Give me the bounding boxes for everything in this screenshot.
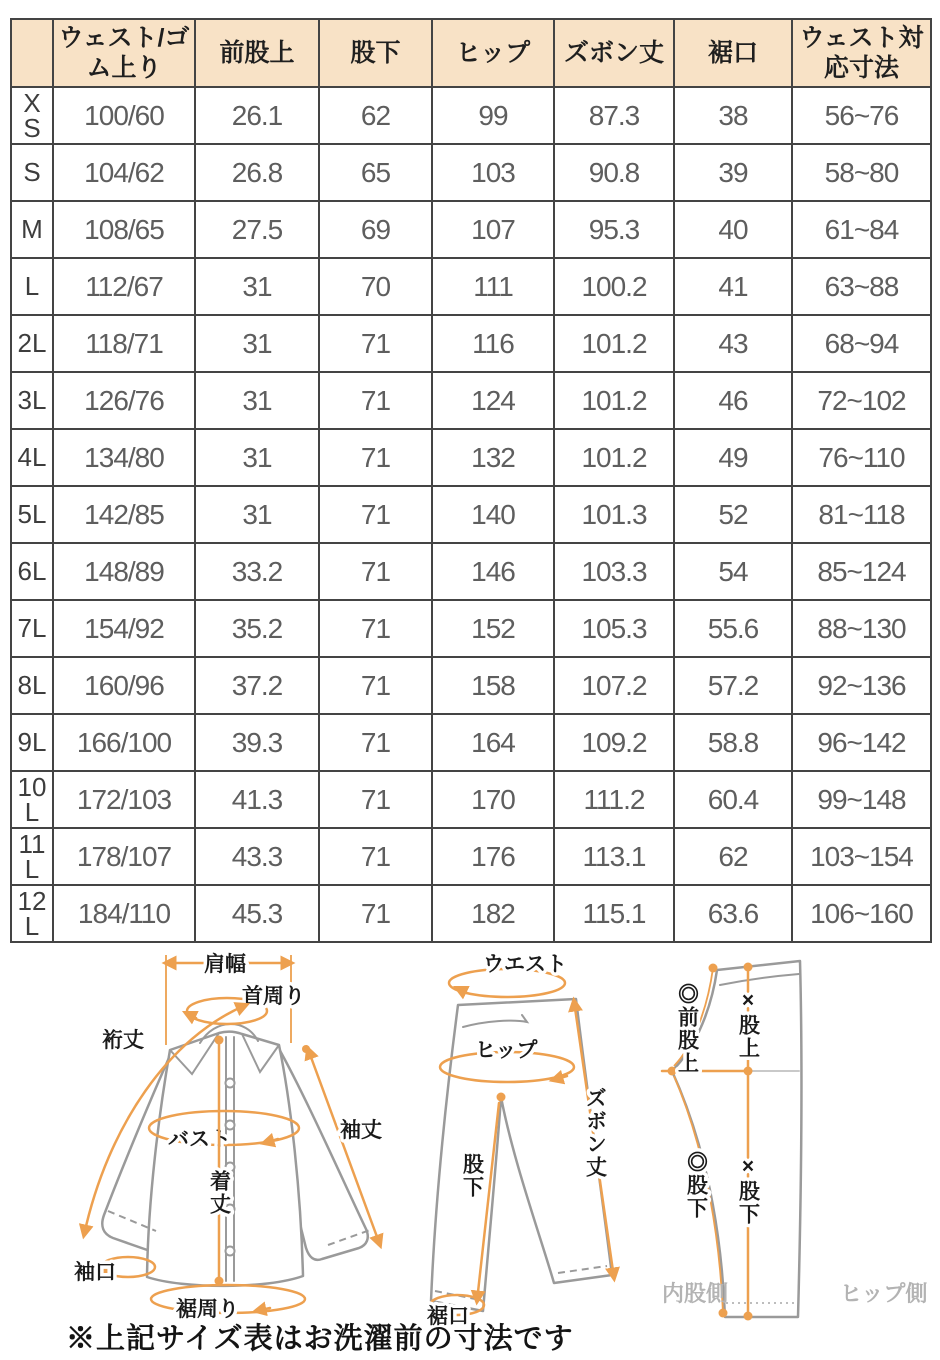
size-label: XS (11, 87, 53, 144)
measurement-cell: 45.3 (195, 885, 319, 942)
pre-wash-note: ※上記サイズ表はお洗濯前の寸法です (66, 1323, 574, 1355)
size-label: 7L (11, 600, 53, 657)
inseam-b-label: ×股下 (736, 1155, 760, 1226)
measurement-cell: 41 (674, 258, 792, 315)
size-label: S (11, 144, 53, 201)
hip-side-label: ヒップ側 (840, 1281, 928, 1306)
measurement-cell: 60.4 (674, 771, 792, 828)
measurement-cell: 172/103 (53, 771, 195, 828)
measurement-cell: 61~84 (792, 201, 931, 258)
column-header: ウェスト対応寸法 (792, 19, 931, 87)
pattern-dot (744, 963, 753, 972)
measurement-cell: 96~142 (792, 714, 931, 771)
measurement-cell: 101.2 (554, 372, 674, 429)
column-header: ウェスト/ゴム上り (53, 19, 195, 87)
shirt-button (226, 1079, 235, 1088)
table-row (11, 258, 931, 315)
table-row (11, 486, 931, 543)
measurement-cell: 62 (674, 828, 792, 885)
size-label: 4L (11, 429, 53, 486)
measurement-cell: 116 (432, 315, 554, 372)
measurement-cell: 158 (432, 657, 554, 714)
pants-pattern-diagram (660, 945, 930, 1360)
measurement-cell: 103~154 (792, 828, 931, 885)
measurement-cell: 108/65 (53, 201, 195, 258)
measurement-cell: 87.3 (554, 87, 674, 144)
measurement-cell: 71 (319, 315, 432, 372)
hip-label: ヒップ (475, 1039, 538, 1062)
neck-label: 首周り (242, 985, 305, 1008)
measurement-cell: 101.2 (554, 429, 674, 486)
shoulder-width-label: 肩幅 (204, 953, 246, 976)
size-table (10, 18, 932, 943)
measurement-cell: 90.8 (554, 144, 674, 201)
inseam-a-label: ◎股下 (684, 1151, 708, 1220)
measurement-cell: 107 (432, 201, 554, 258)
measurement-cell: 115.1 (554, 885, 674, 942)
measurement-cell: 71 (319, 828, 432, 885)
measurement-cell: 43.3 (195, 828, 319, 885)
pants-measurement-diagram (425, 945, 680, 1345)
table-row (11, 657, 931, 714)
size-table-header (11, 19, 931, 87)
measurement-cell: 88~130 (792, 600, 931, 657)
inner-side-label: 内股側 (662, 1281, 729, 1306)
table-row (11, 429, 931, 486)
waist-label: ウエスト (483, 953, 567, 976)
measurement-cell: 100/60 (53, 87, 195, 144)
measurement-cell: 26.1 (195, 87, 319, 144)
measurement-cell: 63.6 (674, 885, 792, 942)
measurement-cell: 31 (195, 372, 319, 429)
measurement-cell: 71 (319, 486, 432, 543)
inseam-top-dot (497, 1093, 506, 1102)
size-label: M (11, 201, 53, 258)
measurement-cell: 99 (432, 87, 554, 144)
shirt-measurement-diagram (20, 945, 425, 1343)
measurement-cell: 31 (195, 258, 319, 315)
size-label: 11L (11, 828, 53, 885)
size-label: L (11, 258, 53, 315)
measurement-cell: 49 (674, 429, 792, 486)
measurement-cell: 107.2 (554, 657, 674, 714)
rise-label: ×股上 (736, 989, 760, 1060)
table-row (11, 543, 931, 600)
measurement-cell: 118/71 (53, 315, 195, 372)
measurement-cell: 63~88 (792, 258, 931, 315)
yuki-length-label: 裄丈 (102, 1029, 144, 1052)
measurement-cell: 92~136 (792, 657, 931, 714)
measurement-cell: 160/96 (53, 657, 195, 714)
pattern-dot (709, 964, 718, 973)
header-row (11, 19, 931, 87)
hem-opening-label: 裾口 (427, 1305, 469, 1328)
measurement-cell: 71 (319, 714, 432, 771)
measurement-cell: 113.1 (554, 828, 674, 885)
measurement-cell: 40 (674, 201, 792, 258)
measurement-cell: 140 (432, 486, 554, 543)
measurement-cell: 76~110 (792, 429, 931, 486)
measurement-cell: 105.3 (554, 600, 674, 657)
measurement-cell: 43 (674, 315, 792, 372)
measurement-cell: 81~118 (792, 486, 931, 543)
size-label: 8L (11, 657, 53, 714)
bust-label: バスト (168, 1128, 231, 1151)
measurement-cell: 101.3 (554, 486, 674, 543)
measurement-cell: 154/92 (53, 600, 195, 657)
measurement-cell: 166/100 (53, 714, 195, 771)
cuff-label: 袖口 (74, 1261, 116, 1284)
measurement-cell: 184/110 (53, 885, 195, 942)
measurement-cell: 142/85 (53, 486, 195, 543)
size-label: 5L (11, 486, 53, 543)
measurement-cell: 31 (195, 315, 319, 372)
measurement-cell: 41.3 (195, 771, 319, 828)
measurement-cell: 57.2 (674, 657, 792, 714)
measurement-cell: 52 (674, 486, 792, 543)
measurement-cell: 132 (432, 429, 554, 486)
measurement-cell: 164 (432, 714, 554, 771)
size-table-body (11, 87, 931, 942)
shirt-button (226, 1247, 235, 1256)
measurement-cell: 103.3 (554, 543, 674, 600)
column-header: 前股上 (195, 19, 319, 87)
measurement-cell: 100.2 (554, 258, 674, 315)
pants-length-label: ズボン丈 (583, 1087, 607, 1179)
sleeve-top-dot (302, 1045, 310, 1053)
front-rise-label: ◎前股上 (675, 983, 699, 1075)
column-header: 裾口 (674, 19, 792, 87)
column-header: 股下 (319, 19, 432, 87)
measurement-cell: 101.2 (554, 315, 674, 372)
measurement-cell: 35.2 (195, 600, 319, 657)
column-header: ヒップ (432, 19, 554, 87)
measurement-cell: 31 (195, 486, 319, 543)
measurement-cell: 178/107 (53, 828, 195, 885)
measurement-cell: 39 (674, 144, 792, 201)
measurement-cell: 146 (432, 543, 554, 600)
size-label: 9L (11, 714, 53, 771)
measurement-cell: 95.3 (554, 201, 674, 258)
measurement-cell: 31 (195, 429, 319, 486)
measurement-cell: 106~160 (792, 885, 931, 942)
table-row (11, 600, 931, 657)
measurement-cell: 99~148 (792, 771, 931, 828)
measurement-cell: 38 (674, 87, 792, 144)
table-row (11, 714, 931, 771)
table-row (11, 828, 931, 885)
measurement-cell: 111.2 (554, 771, 674, 828)
measurement-cell: 176 (432, 828, 554, 885)
pattern-dot (744, 1312, 753, 1321)
table-row (11, 87, 931, 144)
pattern-dot (719, 1309, 728, 1318)
measurement-cell: 65 (319, 144, 432, 201)
measurement-cell: 58~80 (792, 144, 931, 201)
table-row (11, 771, 931, 828)
corner-cell (11, 19, 53, 87)
measurement-cell: 26.8 (195, 144, 319, 201)
measurement-cell: 69 (319, 201, 432, 258)
hem-around-label: 裾周り (176, 1298, 239, 1321)
table-row (11, 201, 931, 258)
measurement-cell: 71 (319, 657, 432, 714)
measurement-cell: 56~76 (792, 87, 931, 144)
table-row (11, 372, 931, 429)
measurement-cell: 58.8 (674, 714, 792, 771)
column-header: ズボン丈 (554, 19, 674, 87)
measurement-cell: 124 (432, 372, 554, 429)
measurement-cell: 71 (319, 600, 432, 657)
measurement-cell: 33.2 (195, 543, 319, 600)
measurement-cell: 37.2 (195, 657, 319, 714)
table-row (11, 144, 931, 201)
inseam-label: 股下 (460, 1153, 484, 1199)
measurement-cell: 54 (674, 543, 792, 600)
table-row (11, 315, 931, 372)
measurement-cell: 55.6 (674, 600, 792, 657)
measurement-cell: 148/89 (53, 543, 195, 600)
measurement-cell: 109.2 (554, 714, 674, 771)
measurement-cell: 112/67 (53, 258, 195, 315)
measurement-cell: 71 (319, 885, 432, 942)
measurement-cell: 71 (319, 543, 432, 600)
measurement-cell: 46 (674, 372, 792, 429)
pattern-dot (744, 1067, 753, 1076)
measurement-cell: 68~94 (792, 315, 931, 372)
sleeve-length-label: 袖丈 (340, 1119, 382, 1142)
measurement-cell: 72~102 (792, 372, 931, 429)
measurement-cell: 170 (432, 771, 554, 828)
size-label: 2L (11, 315, 53, 372)
measurement-cell: 39.3 (195, 714, 319, 771)
measurement-cell: 27.5 (195, 201, 319, 258)
measurement-cell: 104/62 (53, 144, 195, 201)
measurement-cell: 134/80 (53, 429, 195, 486)
measurement-cell: 152 (432, 600, 554, 657)
measurement-cell: 71 (319, 429, 432, 486)
measurement-cell: 182 (432, 885, 554, 942)
body-length-top-dot (215, 1036, 224, 1045)
size-label: 3L (11, 372, 53, 429)
table-row (11, 885, 931, 942)
measurement-cell: 71 (319, 372, 432, 429)
size-label: 6L (11, 543, 53, 600)
measurement-cell: 62 (319, 87, 432, 144)
size-label: 12L (11, 885, 53, 942)
measurement-cell: 103 (432, 144, 554, 201)
measurement-cell: 70 (319, 258, 432, 315)
measurement-cell: 85~124 (792, 543, 931, 600)
measurement-cell: 71 (319, 771, 432, 828)
measurement-cell: 111 (432, 258, 554, 315)
body-length-label: 着丈 (207, 1170, 231, 1216)
size-label: 10L (11, 771, 53, 828)
measurement-cell: 126/76 (53, 372, 195, 429)
